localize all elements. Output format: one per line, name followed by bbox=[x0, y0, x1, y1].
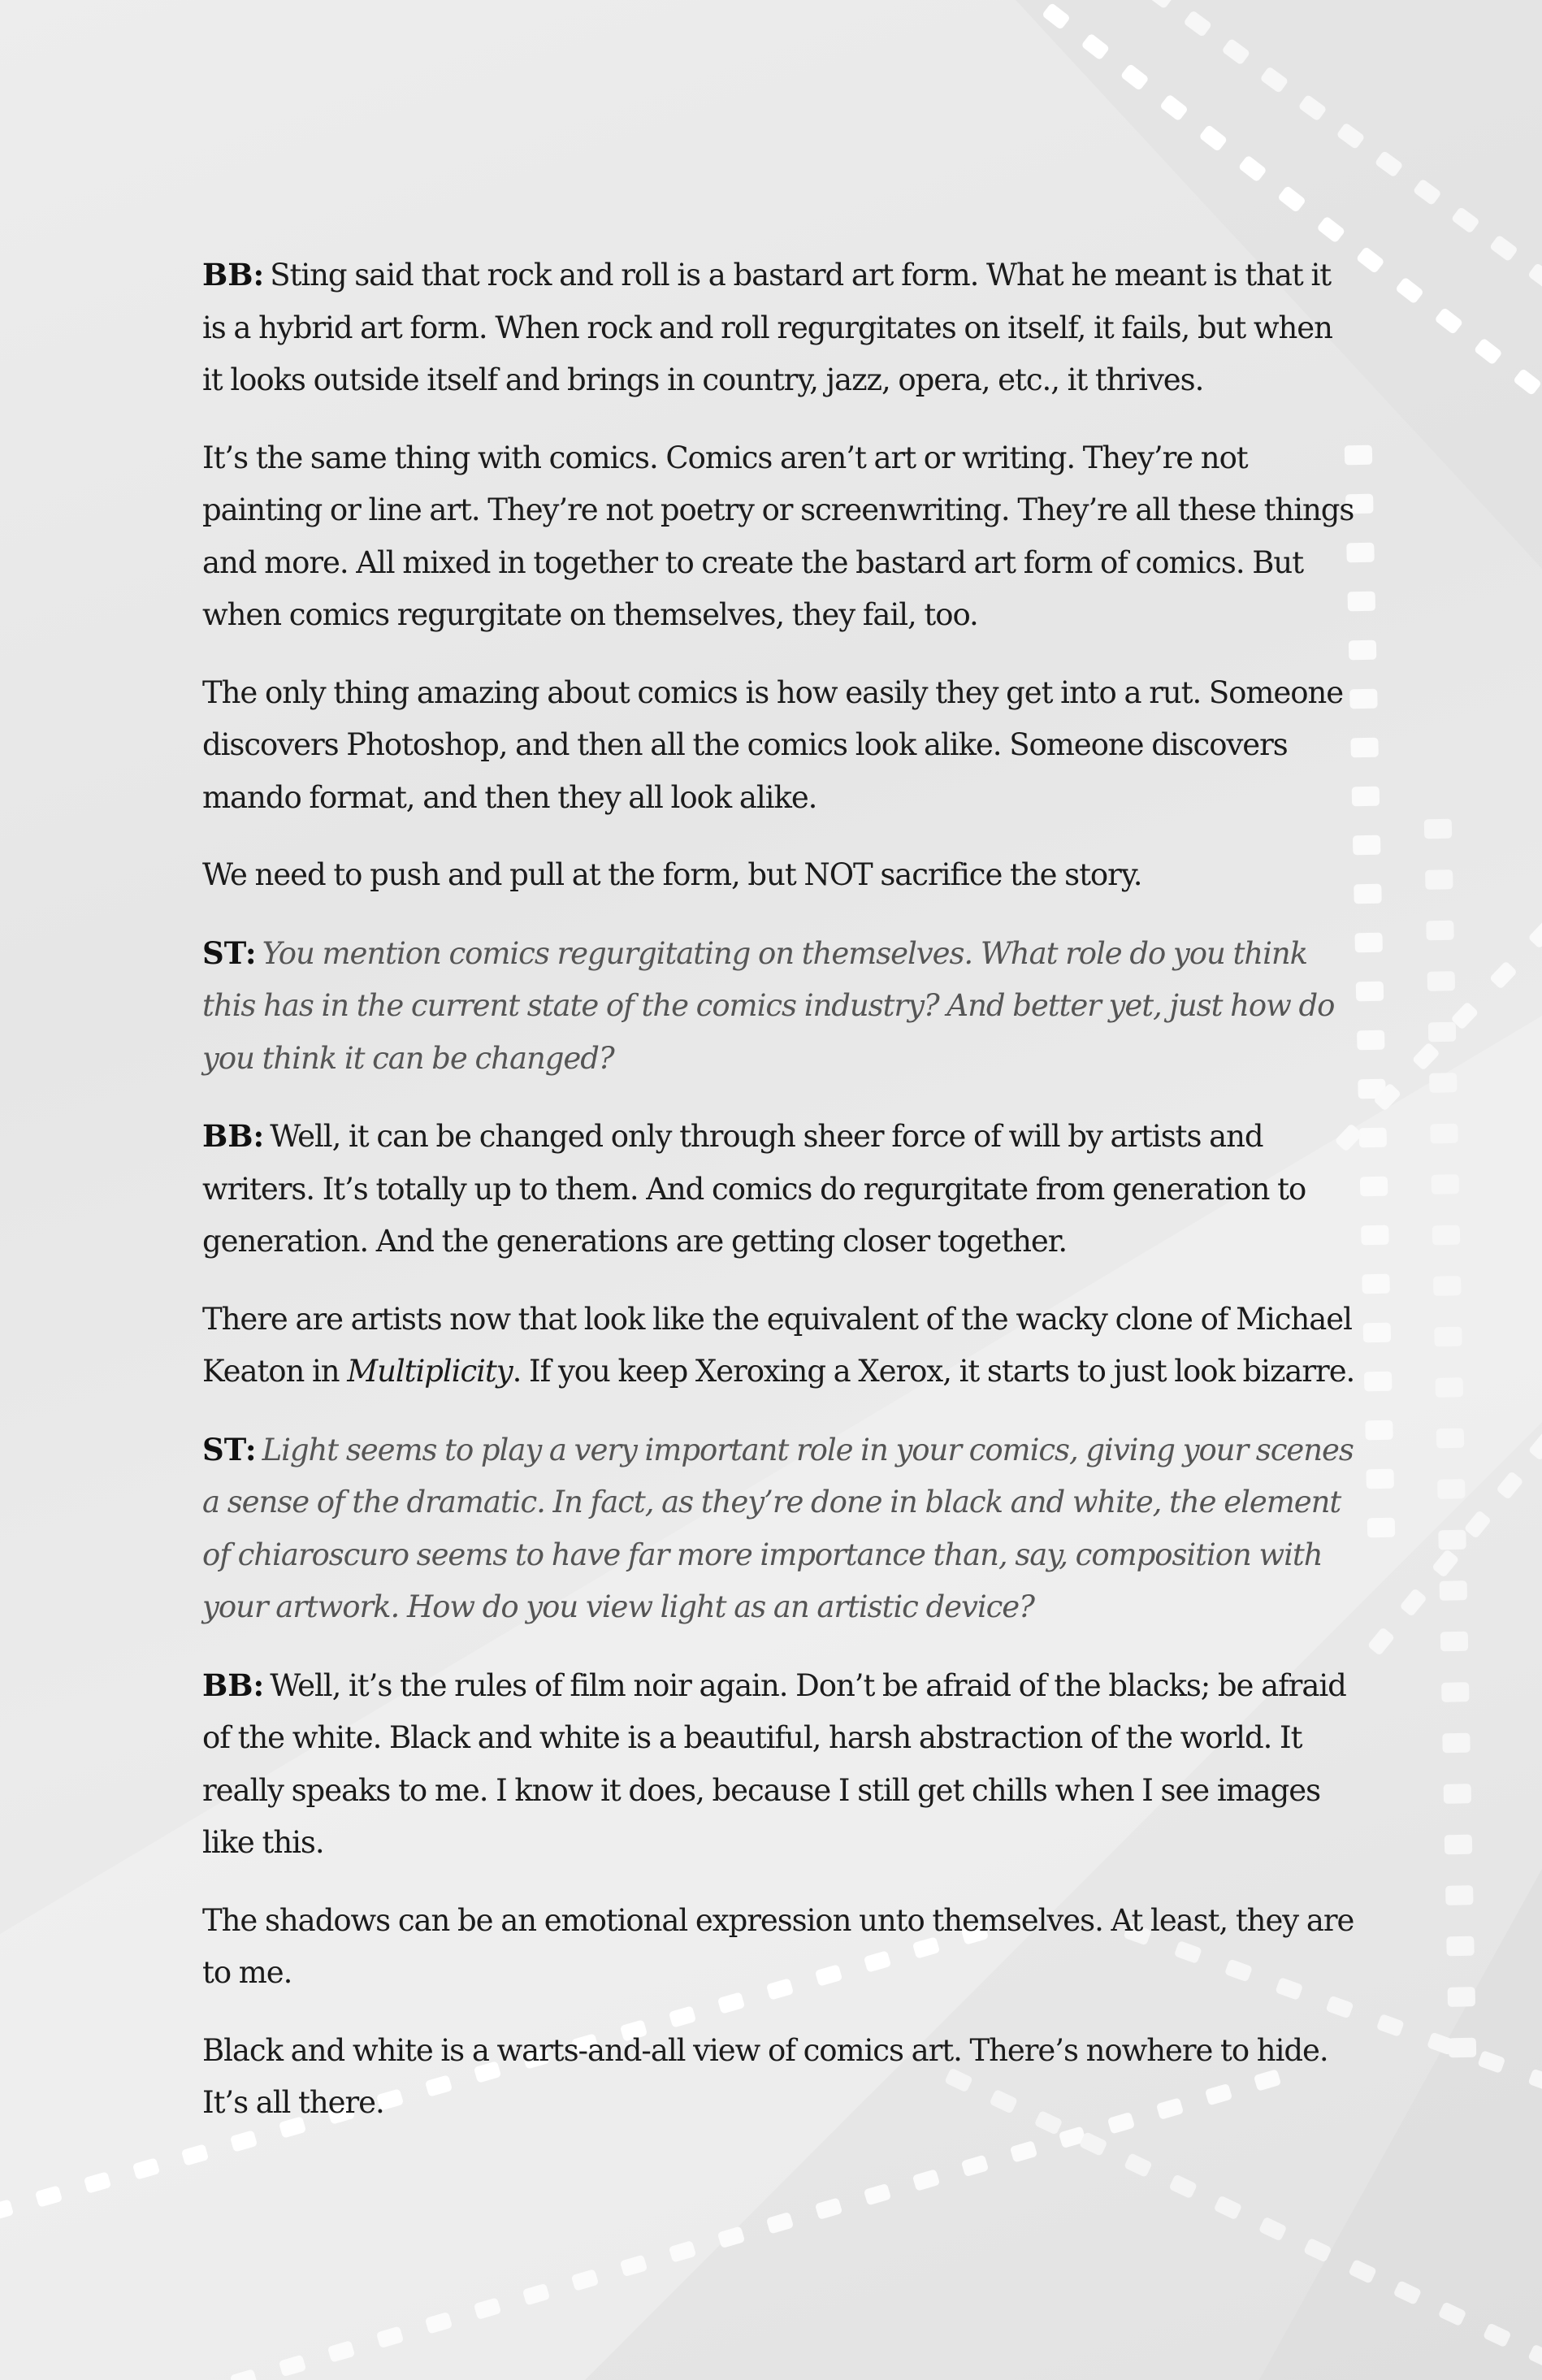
sprocket-hole bbox=[1437, 1479, 1465, 1499]
sprocket-hole bbox=[1446, 1936, 1474, 1957]
sprocket-hole bbox=[1427, 971, 1455, 991]
sprocket-hole bbox=[1354, 884, 1381, 904]
answer-paragraph bbox=[202, 249, 1356, 407]
sprocket-hole bbox=[1445, 1835, 1472, 1855]
sprocket-hole bbox=[1432, 1225, 1460, 1246]
sprocket-hole bbox=[1433, 1276, 1461, 1296]
sprocket-hole bbox=[1366, 1469, 1393, 1489]
sprocket-hole bbox=[912, 2169, 940, 2191]
answer-paragraph bbox=[202, 1294, 1356, 1398]
sprocket-hole bbox=[1438, 1530, 1466, 1550]
paragraph-text: You mention comics regurgitating on themselves. What role do you think this has in the current state of the comics industry? And better yet, just how do you think it can be changed? bbox=[202, 935, 1335, 1076]
paragraph-text: Well, it’s the rules of film noir again. Don’t be afraid of the blacks; be afraid of the white. Black and white is a beautiful, harsh abstraction of the world. It really speaks to me. I know it does, because I still get chills when I see images like this. bbox=[202, 1667, 1346, 1860]
sprocket-hole bbox=[1399, 1588, 1427, 1617]
sprocket-hole bbox=[1124, 2152, 1153, 2178]
sprocket-hole bbox=[1214, 2195, 1243, 2220]
paragraph-text: The only thing amazing about comics is how easily they get into a rut. Someone discovers Photoshop, and then all the comics look alike. Someone discovers mando format, and then they all look alike. bbox=[202, 674, 1344, 815]
sprocket-hole bbox=[1527, 920, 1542, 949]
sprocket-hole bbox=[1367, 1627, 1396, 1656]
sprocket-hole bbox=[1464, 1510, 1492, 1539]
sprocket-hole bbox=[1425, 869, 1453, 890]
sprocket-hole bbox=[1360, 1177, 1388, 1197]
paragraph-text: We need to push and pull at the form, but NOT sacrifice the story. bbox=[202, 857, 1142, 892]
answer-paragraph bbox=[202, 1895, 1356, 2000]
sprocket-hole bbox=[1432, 1549, 1460, 1578]
sprocket-hole bbox=[1362, 1274, 1389, 1294]
speaker-label: BB: bbox=[202, 1118, 265, 1154]
sprocket-hole bbox=[1354, 933, 1382, 953]
question-paragraph bbox=[202, 927, 1356, 1086]
sprocket-hole bbox=[766, 2212, 794, 2235]
speaker-label: BB: bbox=[202, 1667, 265, 1703]
answer-paragraph bbox=[202, 849, 1356, 902]
sprocket-hole bbox=[1448, 1987, 1475, 2007]
question-paragraph bbox=[202, 1424, 1356, 1634]
answer-paragraph bbox=[202, 1659, 1356, 1870]
film-title: Multiplicity bbox=[347, 1354, 513, 1389]
sprocket-hole bbox=[961, 2155, 989, 2178]
sprocket-hole bbox=[1428, 1022, 1456, 1043]
speaker-label: ST: bbox=[202, 1431, 257, 1467]
sprocket-hole bbox=[1496, 1471, 1524, 1500]
sprocket-hole bbox=[1363, 1323, 1391, 1343]
paragraph-text: Black and white is a warts-and-all view of comics art. There’s nowhere to hide. It’s all there. bbox=[202, 2032, 1328, 2120]
sprocket-hole bbox=[864, 2183, 891, 2206]
sprocket-hole bbox=[1376, 2014, 1405, 2037]
sprocket-hole bbox=[1424, 819, 1452, 839]
sprocket-hole bbox=[1442, 1733, 1470, 1754]
sprocket-hole bbox=[1356, 982, 1384, 1002]
answer-paragraph bbox=[202, 2025, 1356, 2130]
sprocket-hole bbox=[1168, 2174, 1198, 2199]
paragraph-text: Sting said that rock and roll is a bastard art form. What he meant is that it is a hybrid art form. When rock and roll regurgitates on itself, it fails, but when it looks outside itself and brings in country, jazz, opera, etc., it thrives. bbox=[202, 258, 1332, 397]
sprocket-hole bbox=[1436, 1428, 1464, 1449]
answer-paragraph bbox=[202, 1110, 1356, 1268]
sprocket-hole bbox=[1429, 1073, 1457, 1093]
sprocket-hole bbox=[1364, 1372, 1392, 1392]
sprocket-hole bbox=[1434, 1327, 1462, 1347]
sprocket-hole bbox=[1432, 1174, 1459, 1194]
paragraph-text: There are artists now that look like the equivalent of the wacky clone of Michael Keaton in bbox=[202, 1301, 1352, 1389]
sprocket-hole bbox=[1361, 1225, 1388, 1246]
paragraph-text: It’s the same thing with comics. Comics aren’t art or writing. They’re not painting or line art. They’re not poetry or screenwriting. They’re all these things and more. All mixed in together to create the bastard art form of comics. But when comics regurgitate on themselves, they fail, too. bbox=[202, 440, 1354, 632]
sprocket-hole bbox=[1444, 1784, 1471, 1804]
sprocket-hole bbox=[1258, 2217, 1288, 2242]
sprocket-hole bbox=[815, 2197, 842, 2220]
paragraph-text: . If you keep Xeroxing a Xerox, it starts to just look bizarre. bbox=[512, 1354, 1355, 1389]
interview-text bbox=[202, 249, 1356, 2155]
sprocket-hole bbox=[1359, 1128, 1387, 1148]
sprocket-hole bbox=[1440, 1632, 1468, 1652]
sprocket-hole bbox=[1436, 1377, 1463, 1398]
sprocket-hole bbox=[1528, 1432, 1542, 1461]
sprocket-hole bbox=[1440, 1580, 1467, 1601]
speaker-label: ST: bbox=[202, 934, 257, 971]
answer-paragraph bbox=[202, 432, 1356, 642]
paragraph-text: Well, it can be changed only through sheer force of will by artists and writers. It’s totally up to them. And comics do regurgitate from generation to generation. And the generations are getting closer together. bbox=[202, 1119, 1306, 1259]
paragraph-text: Light seems to play a very important role in your comics, giving your scenes a sense of the dramatic. In fact, as they’re done in black and white, the element of chiaroscuro seems to have far more importance than, say, composition with your artwork. How do you view light as an artistic device? bbox=[202, 1432, 1354, 1624]
sprocket-hole bbox=[1367, 1518, 1395, 1538]
sprocket-hole bbox=[1441, 1682, 1469, 1702]
sprocket-hole bbox=[1412, 1042, 1440, 1071]
sprocket-hole bbox=[1357, 1030, 1384, 1051]
answer-paragraph bbox=[202, 667, 1356, 825]
paragraph-text: The shadows can be an emotional expression unto themselves. At least, they are to me. bbox=[202, 1902, 1354, 1990]
sprocket-hole bbox=[1365, 1420, 1393, 1441]
sprocket-hole bbox=[1353, 835, 1380, 856]
sprocket-hole bbox=[1430, 1124, 1458, 1144]
sprocket-hole bbox=[1426, 921, 1453, 941]
sprocket-hole bbox=[1489, 960, 1518, 990]
speaker-label: BB: bbox=[202, 257, 265, 293]
sprocket-hole bbox=[1445, 1885, 1473, 1905]
